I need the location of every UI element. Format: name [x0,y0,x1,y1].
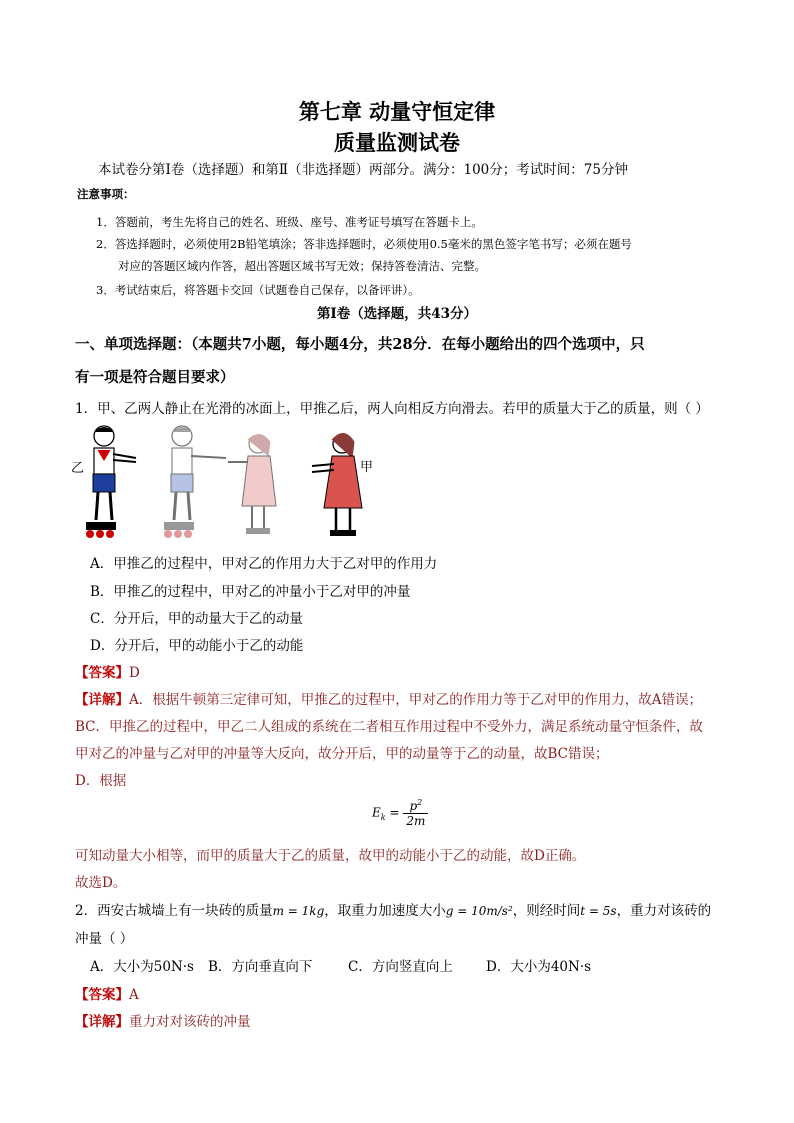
q2-answer-line [75,983,139,1003]
formula-num: p [409,799,418,813]
detail-text: BC．甲推乙的过程中，甲乙二人组成的系统在二者相互作用过程中不受外力，满足系统动量守恒条件，故 [75,719,703,735]
q2-option-a: A．大小为50N·s [90,959,194,975]
skater-yi-ghost [164,426,226,538]
skaters-illustration [80,422,380,544]
page-title: 第七章 动量守恒定律 [298,99,496,124]
skater-yi-figure [86,426,136,538]
part1-heading: 第Ⅰ卷（选择题，共43分） [316,306,478,322]
q2-mass-expr: m = 1kg [272,904,325,918]
note-item: 1．答题前，考生先将自己的姓名、班级、座号、准考证号填写在答题卡上。 [96,215,483,229]
formula-lhs: E [372,805,381,820]
figure-label-yi: 乙 [71,461,85,476]
detail-text: A．根据牛顿第三定律可知，甲推乙的过程中，甲对乙的作用力等于乙对甲的作用力，故A错误； [129,692,702,708]
formula-eq: = [389,805,400,820]
note-item: 2．答选择题时，必须使用2B铅笔填涂；答非选择题时，必须使用0.5毫米的黑色签字笔书写；必须在题号 [96,237,632,251]
q2-stem-part: ，则经时间 [512,903,581,919]
question-2-stem-cont: 冲量（ ） [75,931,134,947]
skater-jia-ghost [228,434,276,534]
formula-num-sup: 2 [417,798,423,807]
formula-fraction [403,798,428,828]
notes-heading: 注意事项： [77,187,135,201]
question-2-stem [75,899,711,919]
option-a: A．甲推乙的过程中，甲对乙的作用力大于乙对甲的作用力 [90,556,438,572]
exam-info: 本试卷分第Ⅰ卷（选择题）和第Ⅱ（非选择题）两部分。满分：100分；考试时间：75分钟 [98,162,628,178]
detail-text: D．根据 [75,773,127,789]
page-subtitle: 质量监测试卷 [334,130,460,155]
section-heading-cont: 有一项是符合题目要求） [75,369,235,386]
note-item: 3．考试结束后，将答题卡交回（试题卷自己保存，以备评讲）。 [96,283,420,297]
skater-jia-figure [312,433,362,536]
q2-option-b: B．方向垂直向下 [208,959,313,975]
option-d: D．分开后，甲的动能小于乙的动能 [90,638,304,654]
note-item: 对应的答题区域内作答，超出答题区域书写无效；保持答卷清洁、完整。 [118,259,486,273]
detail-line [75,688,702,708]
detail-label: 【详解】 [75,1014,129,1030]
q2-stem-part: ，重力对该砖的 [616,903,712,919]
answer-line [75,661,140,681]
q2-option-c: C．方向竖直向上 [348,959,453,975]
answer-label: 【答案】 [75,665,129,681]
formula-den: 2m [406,814,426,828]
kinetic-energy-formula [372,798,428,828]
q2-option-d: D．大小为40N·s [486,959,592,975]
q2-detail-line [75,1010,251,1030]
detail-text: 重力对对该砖的冲量 [129,1014,251,1030]
q2-stem-part: ，取重力加速度大小 [324,903,446,919]
conclusion-text: 可知动量大小相等，而甲的质量大于乙的质量，故甲的动能小于乙的动能，故D正确。 [75,848,586,864]
figure-label-jia: 甲 [360,460,374,475]
formula-sub: k [380,812,386,822]
detail-text: 甲对乙的冲量与乙对甲的冲量等大反向，故分开后，甲的动量等于乙的动量，故BC错误； [75,746,609,762]
option-b: B．甲推乙的过程中，甲对乙的冲量小于乙对甲的冲量 [90,584,411,600]
q2-stem-part: 2．西安古城墙上有一块砖的质量 [75,903,273,919]
q2-t-expr: t = 5s [580,904,617,918]
section-heading: 一、单项选择题：（本题共7小题，每小题4分，共28分．在每小题给出的四个选项中，只 [75,336,645,353]
answer-value: A [129,987,139,1003]
answer-label: 【答案】 [75,987,129,1003]
answer-value: D [129,665,140,681]
choice-text: 故选D。 [75,875,127,891]
question-1-stem: 1．甲、乙两人静止在光滑的冰面上，甲推乙后，两人向相反方向滑去。若甲的质量大于乙的质量，则（ ） [75,401,709,417]
option-c: C．分开后，甲的动量大于乙的动量 [90,611,303,627]
detail-label: 【详解】 [75,692,129,708]
q2-g-expr: g = 10m/s² [445,904,513,918]
